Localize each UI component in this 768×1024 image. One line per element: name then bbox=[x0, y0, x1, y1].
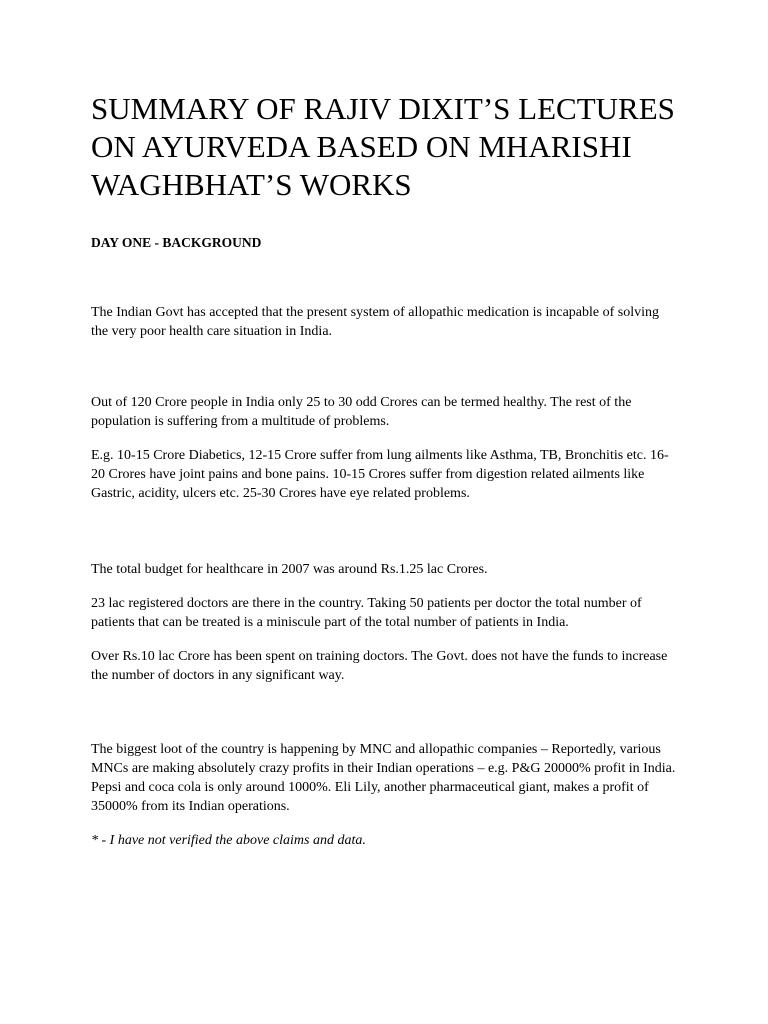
paragraph-doctor-training: Over Rs.10 lac Crore has been spent on training doctors. The Govt. does not have the funds to increase the number of doctors in any significant way. bbox=[91, 649, 668, 683]
paragraph-healthcare-budget: The total budget for healthcare in 2007 was around Rs.1.25 lac Crores. bbox=[91, 562, 488, 577]
paragraph-ailment-statistics: E.g. 10-15 Crore Diabetics, 12-15 Crore suffer from lung ailments like Asthma, TB, Bronchitis etc. 16-20 Crores have joint pains and bone pains. 10-15 Crores suffer from digestion related ailments like Gastric, acidity, ulcers etc. 25-30 Crores have eye related problems. bbox=[91, 448, 669, 501]
paragraph-govt-acceptance: The Indian Govt has accepted that the present system of allopathic medication is incapable of solving the very poor health care situation in India. bbox=[91, 305, 659, 339]
section-heading: DAY ONE - BACKGROUND bbox=[91, 235, 262, 250]
document-title: SUMMARY OF RAJIV DIXIT’S LECTURES ON AYURVEDA BASED ON MHARISHI WAGHBHAT’S WORKS bbox=[91, 91, 675, 202]
verification-note: * - I have not verified the above claims and data. bbox=[91, 833, 366, 848]
paragraph-population-health: Out of 120 Crore people in India only 25 to 30 odd Crores can be termed healthy. The rest of the population is suffering from a multitude of problems. bbox=[91, 395, 632, 429]
paragraph-registered-doctors: 23 lac registered doctors are there in the country. Taking 50 patients per doctor the total number of patients that can be treated is a miniscule part of the total number of patients in India. bbox=[91, 596, 642, 630]
paragraph-mnc-profits: The biggest loot of the country is happening by MNC and allopathic companies – Reportedly, various MNCs are making absolutely crazy profits in their Indian operations – e.g. P&G 20000% profit in India. Pepsi and coca cola is only around 1000%. Eli Lily, another pharmaceutical giant, makes a profit of 35000% from its Indian operations. bbox=[91, 742, 676, 814]
